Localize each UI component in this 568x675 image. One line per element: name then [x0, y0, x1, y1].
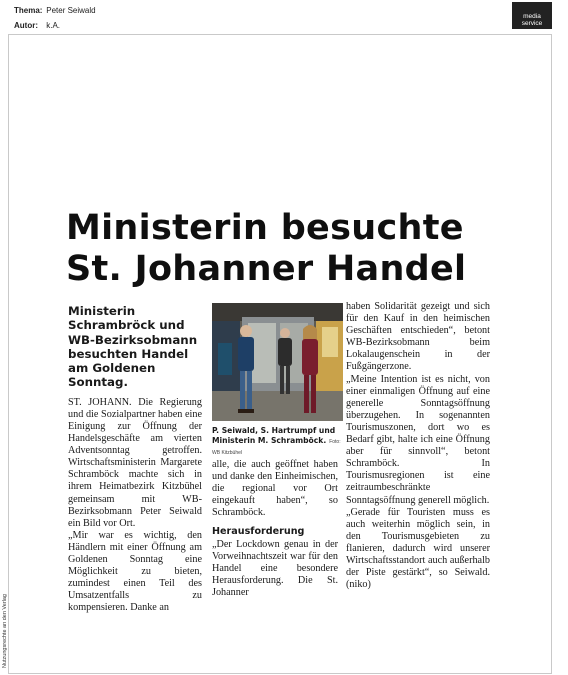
- article-photo: [212, 303, 343, 421]
- meta-topic-row: [14, 6, 96, 16]
- logo-line-2: service: [521, 20, 543, 27]
- article-subheading: Herausforderung: [212, 526, 305, 538]
- media-service-logo: [512, 2, 552, 29]
- photo-illustration: [212, 303, 343, 421]
- article-column-2: [212, 459, 338, 599]
- column3-paragraph-1: haben Solidarität gezeigt und sich für den Kauf in den heimischen Geschäften entschieden“, betont WB-Bezirksobmann beim Lokalaugenschein in der Fußgängerzone.: [346, 301, 490, 373]
- article-column-3: [346, 301, 490, 591]
- meta-author-row: [14, 21, 60, 31]
- headline-line-2: St. Johanner Handel: [66, 249, 467, 289]
- topic-label: Thema:: [14, 6, 43, 15]
- topic-value: Peter Seiwald: [46, 6, 96, 15]
- author-label: Autor:: [14, 21, 38, 30]
- photo-caption: [212, 426, 346, 458]
- headline-line-1: Ministerin besuchte: [66, 208, 464, 248]
- column1-paragraph-2: „Mir war es wichtig, den Händlern mit einer Öffnung am Goldenen Sonntag eine Möglichkeit zu bieten, zumindest einen Teil des Umsatzentfalls zu kompensieren. Danke an: [68, 529, 202, 614]
- article-lead: Ministerin Schrambröck und WB-Bezirksobmann besuchten Handel am Goldenen Sonntag.: [68, 304, 198, 390]
- photo-credit: Foto: WB Kitzbühel: [212, 439, 341, 456]
- column3-paragraph-2: „Meine Intention ist es nicht, von einer einmaligen Öffnung auf eine generelle Sonntagsöffnung überzugehen. In sogenannten Tourismuszonen, dort wo es Bedarf gibt, halte ich eine Öffnung aber für sinnvoll“, betont Schramböck. In Tourismusregionen ist eine zeitraumbeschränkte Sonntagsöffnung generell möglich.: [346, 373, 490, 506]
- article-column-1: [68, 304, 202, 614]
- column3-paragraph-3: „Gerade für Touristen muss es auch weiterhin möglich sein, in den Tourismusgebieten zu flanieren, dadurch wird unserer Wirtschaftsstandort auch außerhalb der Piste gestärkt“, so Seiwald. (niko): [346, 506, 490, 591]
- column2-paragraph-2: „Der Lockdown genau in der Vorweihnachtszeit war für den Handel eine besondere Herausforderung. Die St. Johanner: [212, 538, 338, 598]
- article-headline: [66, 208, 506, 290]
- column2-paragraph-1: alle, die auch geöffnet haben und danke den Einheimischen, die regional vor Ort eingekauft haben“, so Schramböck.: [212, 459, 338, 519]
- column1-paragraph-1: ST. JOHANN. Die Regierung und die Sozialpartner haben eine Einigung zur Öffnung der Handelsgeschäfte am vierten Adventsonntag getroffen. Wirtschaftsministerin Margarete Schramböck machte sich in ihrem Heimatbezirk Kitzbühel gemeinsam mit WB-Bezirksobmann Peter Seiwald ein Bild vor Ort.: [68, 396, 202, 529]
- author-value: k.A.: [46, 21, 61, 30]
- logo-line-1: media: [523, 13, 541, 20]
- rights-note: Nutzungsrechte an den Verlag: [2, 594, 8, 668]
- photo-caption-text: P. Seiwald, S. Hartrumpf und Ministerin M. Schramböck.: [212, 426, 336, 445]
